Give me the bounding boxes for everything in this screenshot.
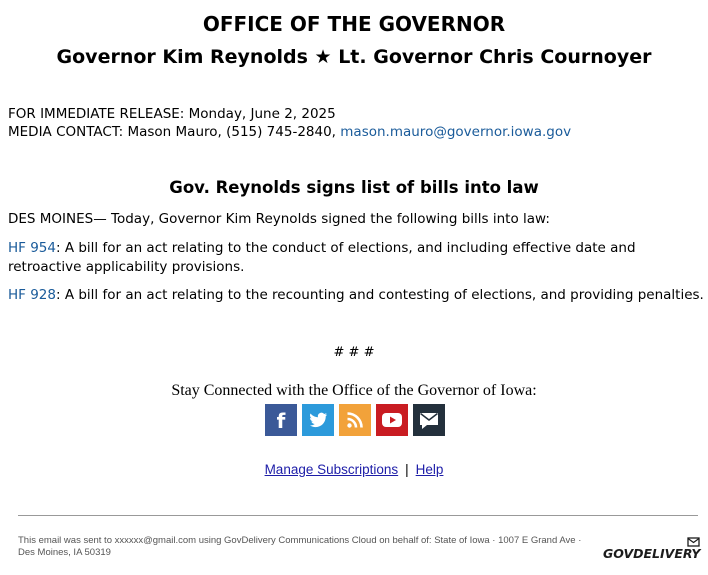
link-separator: |	[405, 462, 409, 477]
footer-divider	[18, 515, 698, 516]
media-contact-label: MEDIA CONTACT: Mason Mauro, (515) 745-2840,	[8, 124, 341, 140]
office-title: OFFICE OF THE GOVERNOR	[202, 12, 506, 36]
media-contact	[8, 123, 571, 141]
rss-icon[interactable]	[339, 404, 371, 436]
email-icon[interactable]	[413, 404, 445, 436]
stay-connected-text: Stay Connected with the Office of the Governor of Iowa:	[171, 382, 537, 399]
media-contact-email-link[interactable]: mason.mauro@governor.iowa.gov	[340, 124, 572, 140]
bill-description: : A bill for an act relating to the conduct of elections, and including effective date and retroactive applicability provisions.	[8, 240, 636, 275]
facebook-icon[interactable]	[265, 404, 297, 436]
help-link[interactable]: Help	[415, 462, 444, 477]
bill-link-hf954[interactable]: HF 954	[8, 240, 56, 256]
govdelivery-logo[interactable]	[603, 537, 703, 563]
social-icons	[265, 404, 445, 436]
svg-text:f: f	[276, 409, 286, 433]
twitter-icon[interactable]	[302, 404, 334, 436]
article-headline: Gov. Reynolds signs list of bills into law	[169, 178, 539, 197]
bill-description: : A bill for an act relating to the recounting and contesting of elections, and providing penalties.	[55, 287, 704, 303]
subscription-links	[0, 461, 708, 479]
release-info	[8, 105, 571, 141]
govdelivery-logo-text: GOVDELIVERY	[603, 546, 701, 561]
bill-link-hf928[interactable]: HF 928	[8, 287, 56, 303]
end-marks: # # #	[333, 345, 375, 360]
bill-item	[8, 239, 698, 277]
governor-line: Governor Kim Reynolds ★ Lt. Governor Chris Cournoyer	[56, 46, 652, 68]
footer-text: This email was sent to xxxxxx@gmail.com using GovDelivery Communications Cloud on behalf of: State of Iowa · 1007 E Grand Ave · Des Moines, IA 50319	[18, 535, 582, 558]
youtube-icon[interactable]	[376, 404, 408, 436]
article-intro: DES MOINES— Today, Governor Kim Reynolds signed the following bills into law:	[8, 211, 550, 227]
manage-subscriptions-link[interactable]: Manage Subscriptions	[264, 462, 399, 477]
release-date: FOR IMMEDIATE RELEASE: Monday, June 2, 2025	[8, 106, 336, 122]
bill-item	[8, 286, 704, 305]
